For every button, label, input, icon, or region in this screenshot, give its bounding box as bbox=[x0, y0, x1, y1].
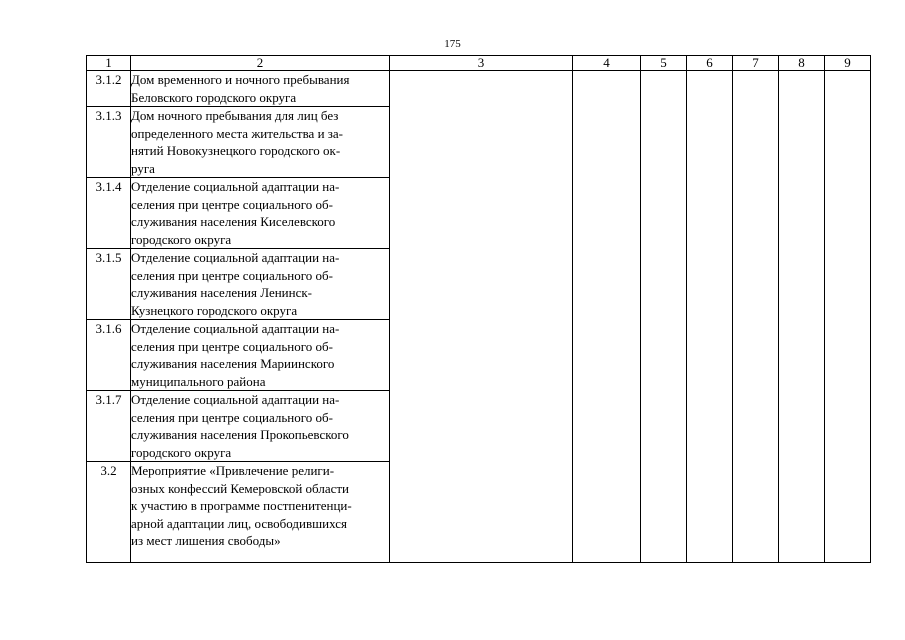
row-title-line: нятий Новокузнецкого городского ок- bbox=[131, 143, 341, 158]
merged-col-6 bbox=[687, 71, 733, 563]
row-title-line: Дом временного и ночного пребывания bbox=[131, 72, 350, 87]
merged-col-9 bbox=[825, 71, 871, 563]
row-title-line: селения при центре социального об- bbox=[131, 267, 333, 283]
row-title bbox=[131, 391, 390, 462]
row-title-line: арной адаптации лиц, освободившихся bbox=[131, 515, 347, 531]
merged-col-4 bbox=[573, 71, 641, 563]
merged-col-3 bbox=[390, 71, 573, 563]
row-number: 3.1.2 bbox=[87, 71, 131, 107]
row-title-line: Отделение социальной адаптации на- bbox=[131, 321, 340, 336]
header-col-9: 9 bbox=[825, 56, 871, 71]
header-col-1: 1 bbox=[87, 56, 131, 71]
row-title-line: Дом ночного пребывания для лиц без bbox=[131, 108, 339, 123]
row-title-line: из мест лишения свободы» bbox=[131, 533, 281, 548]
header-col-2: 2 bbox=[131, 56, 390, 71]
row-title-line: служивания населения Прокопьевского bbox=[131, 427, 349, 442]
row-title bbox=[131, 249, 390, 320]
row-title bbox=[131, 178, 390, 249]
merged-col-5 bbox=[641, 71, 687, 563]
header-row bbox=[87, 56, 871, 71]
row-number: 3.1.6 bbox=[87, 320, 131, 391]
merged-col-8 bbox=[779, 71, 825, 563]
header-col-7: 7 bbox=[733, 56, 779, 71]
header-col-5: 5 bbox=[641, 56, 687, 71]
header-col-3: 3 bbox=[390, 56, 573, 71]
header-col-4: 4 bbox=[573, 56, 641, 71]
row-title bbox=[131, 462, 390, 563]
row-number: 3.2 bbox=[87, 462, 131, 563]
row-title-line: городского округа bbox=[131, 231, 232, 247]
table-row bbox=[87, 71, 871, 107]
row-title-line: Отделение социальной адаптации на- bbox=[131, 250, 340, 265]
row-title bbox=[131, 107, 390, 178]
row-title-line: городского округа bbox=[131, 444, 232, 460]
row-number: 3.1.7 bbox=[87, 391, 131, 462]
row-number: 3.1.5 bbox=[87, 249, 131, 320]
row-title-line: руга bbox=[131, 160, 155, 176]
merged-col-7 bbox=[733, 71, 779, 563]
row-title-line: Отделение социальной адаптации на- bbox=[131, 179, 340, 194]
row-title-line: служивания населения Мариинского bbox=[131, 356, 335, 371]
row-title-line: служивания населения Киселевского bbox=[131, 214, 336, 229]
row-title-line: к участию в программе постпенитенци- bbox=[131, 498, 352, 513]
row-title-line: Беловского городского округа bbox=[131, 89, 297, 105]
row-title-line: селения при центре социального об- bbox=[131, 196, 333, 212]
page-number: 175 bbox=[444, 38, 461, 50]
row-title-line: Отделение социальной адаптации на- bbox=[131, 392, 340, 407]
row-number: 3.1.3 bbox=[87, 107, 131, 178]
row-title-line: определенного места жительства и за- bbox=[131, 125, 344, 141]
program-table bbox=[86, 55, 871, 563]
row-title bbox=[131, 71, 390, 107]
row-title-line: Мероприятие «Привлечение религи- bbox=[131, 463, 335, 478]
row-title-line: озных конфессий Кемеровской области bbox=[131, 480, 350, 496]
row-title-line: Кузнецкого городского округа bbox=[131, 302, 298, 318]
row-title-line: муниципального района bbox=[131, 373, 266, 389]
row-title-line: селения при центре социального об- bbox=[131, 338, 333, 354]
row-title bbox=[131, 320, 390, 391]
row-title-line: селения при центре социального об- bbox=[131, 409, 333, 425]
row-title-line: служивания населения Ленинск- bbox=[131, 285, 313, 300]
row-number: 3.1.4 bbox=[87, 178, 131, 249]
header-col-6: 6 bbox=[687, 56, 733, 71]
header-col-8: 8 bbox=[779, 56, 825, 71]
